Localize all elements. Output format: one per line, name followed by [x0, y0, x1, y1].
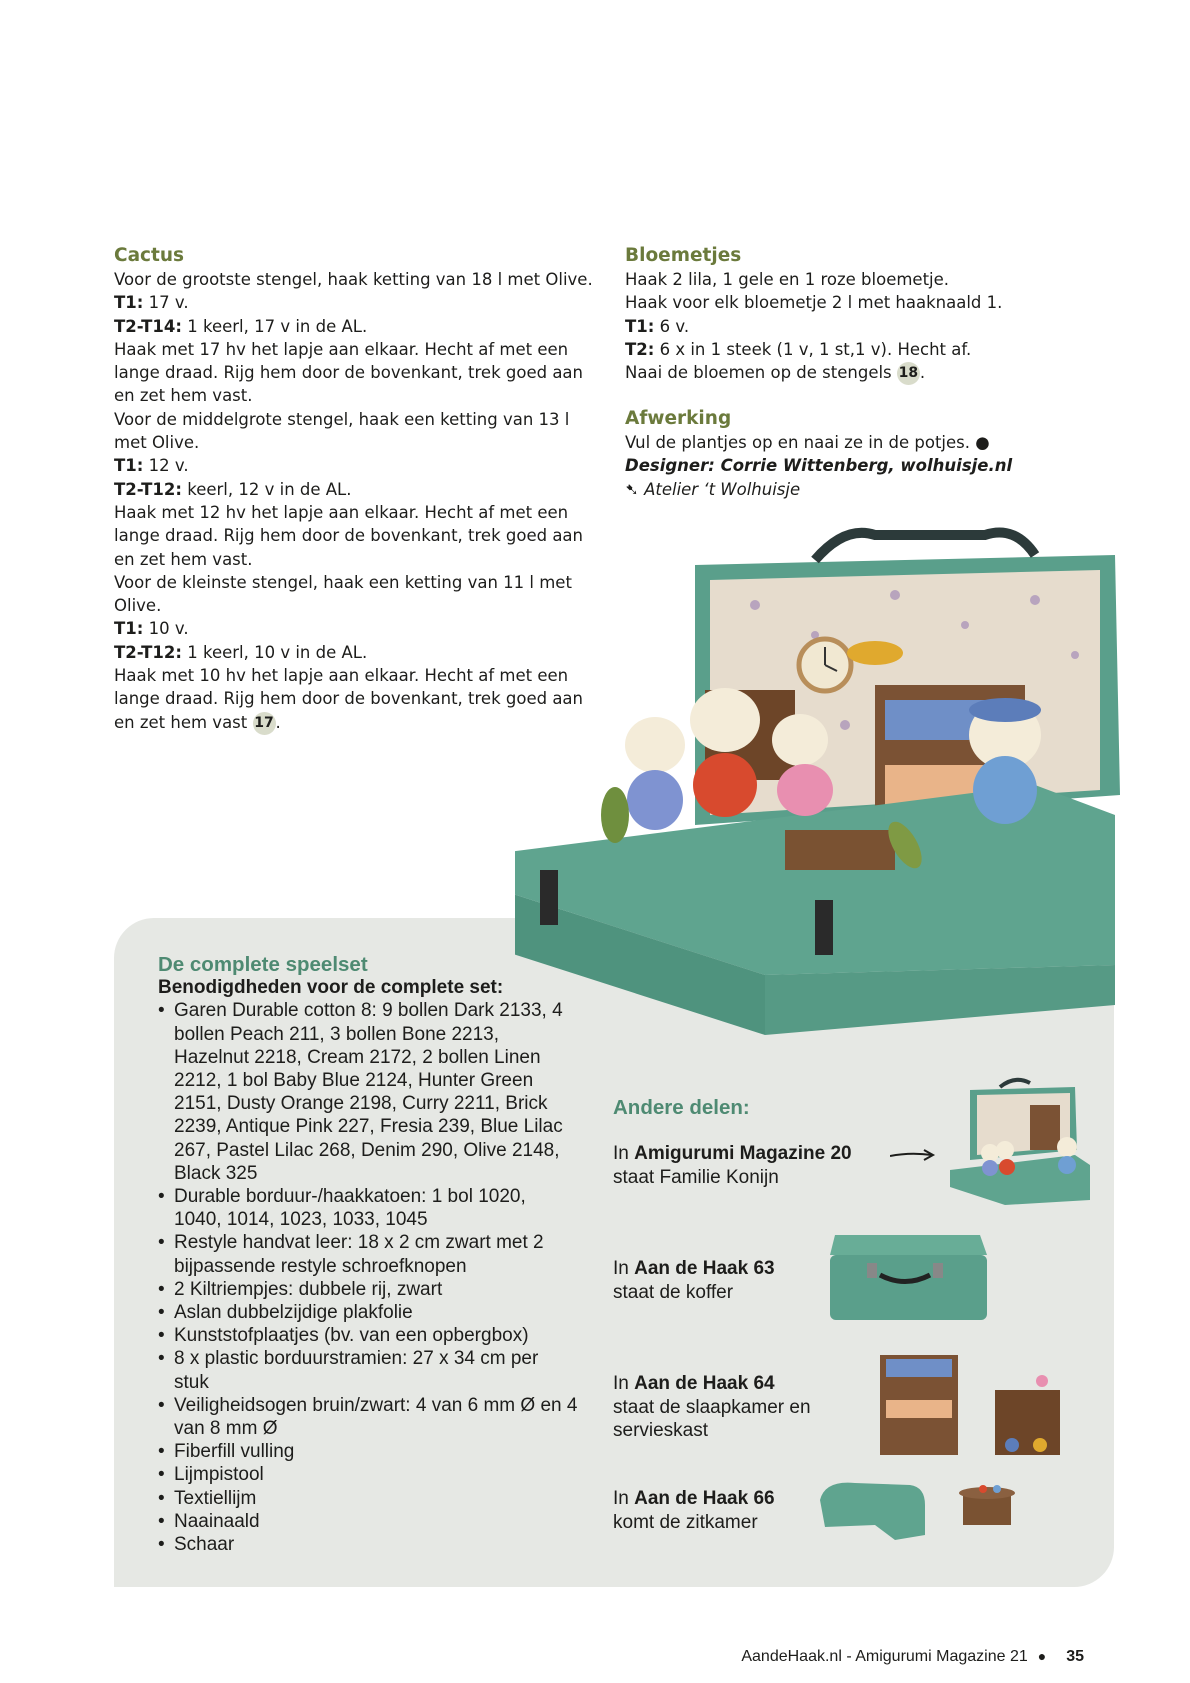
material-item: • Naainaald	[158, 1510, 578, 1533]
family-bunny-thumbnail	[945, 1075, 1095, 1215]
instruction-text: 1 keerl, 17 v in de AL.	[181, 316, 368, 336]
photo-ref-badge: 18	[897, 362, 920, 385]
instruction-line	[114, 268, 604, 291]
material-item: • Kunststofplaatjes (bv. van een opbergbox)	[158, 1324, 578, 1347]
round-label: T2-T14:	[114, 316, 182, 336]
ref-prefix: In	[613, 1373, 635, 1394]
instruction-text: 6 v.	[654, 316, 690, 336]
material-item: • 8 x plastic borduurstramien: 27 x 34 cm per stuk	[158, 1347, 578, 1393]
ref-description: staat de slaapkamer en servieskast	[613, 1396, 811, 1441]
instruction-line	[625, 315, 1025, 338]
footer-text: AandeHaak.nl - Amigurumi Magazine 21	[741, 1648, 1028, 1665]
round-label: T1:	[114, 293, 144, 313]
suitcase-playset-photo	[515, 525, 1135, 1055]
bedroom-furniture-thumbnail	[870, 1345, 1070, 1460]
instruction-text: 10 v.	[143, 619, 189, 639]
speelset-heading: De complete speelset	[158, 953, 368, 976]
end-bullet-icon: ●	[975, 433, 990, 453]
round-label: T1:	[625, 316, 655, 336]
page-footer	[741, 1648, 1084, 1666]
instruction-text: Haak 2 lila, 1 gele en 1 roze bloemetje.	[625, 270, 950, 289]
bloemetjes-section	[625, 244, 1025, 501]
material-item: • Garen Durable cotton 8: 9 bollen Dark 2133, 4 bollen Peach 211, 3 bollen Bone 2213, Hazelnut 2218, Cream 2172, 2 bollen Linen 2212, 1 bol Baby Blue 2124, Hunter Green 2151, Dusty Orange 2198, Curry 2211, Brick 2239, Antique Pink 227, Fresia 239, Blue Lilac 267, Pastel Lilac 268, Denim 290, Olive 2148, Black 325	[158, 999, 578, 1185]
instruction-text: 1 keerl, 10 v in de AL.	[181, 642, 368, 662]
instruction-text: Voor de grootste stengel, haak ketting van 18 l met Olive.	[114, 270, 593, 289]
material-item: • 2 Kiltriempjes: dubbele rij, zwart	[158, 1278, 578, 1301]
afwerking-heading: Afwerking	[625, 408, 732, 430]
ref-magazine: Amigurumi Magazine 20	[634, 1143, 852, 1164]
instruction-text: 17 v.	[143, 293, 189, 313]
instruction-line	[114, 408, 604, 455]
ref-magazine: Aan de Haak 64	[634, 1373, 775, 1394]
instruction-text: Haak met 17 hv het lapje aan elkaar. Hecht af met een lange draad. Rijg hem door de bovenkant, trek goed aan en zet hem vast.	[114, 339, 584, 406]
arrow-icon: ➷	[625, 479, 639, 499]
instruction-text: Haak voor elk bloemetje 2 l met haaknaald 1.	[625, 293, 1003, 313]
instruction-text: 6 x in 1 steek (1 v, 1 st,1 v). Hecht af.	[654, 339, 972, 359]
ref-prefix: In	[613, 1143, 635, 1164]
living-room-thumbnail	[815, 1465, 1035, 1550]
cactus-last-line: Haak met 10 hv het lapje aan elkaar. Hecht af met een lange draad. Rijg hem door de bovenkant, trek goed aan en zet hem vast 17 .	[114, 664, 604, 735]
afwerking-body: Vul de plantjes op en naai ze in de potjes.	[625, 433, 971, 453]
atelier-name: Atelier ‘t Wolhuisje	[644, 479, 801, 499]
material-item: • Veiligheidsogen bruin/zwart: 4 van 6 mm Ø en 4 van 8 mm Ø	[158, 1394, 578, 1440]
round-label: T1:	[114, 456, 144, 476]
round-label: T2-T12:	[114, 642, 182, 662]
round-label: T2:	[625, 339, 655, 359]
instruction-line	[114, 454, 604, 477]
instruction-text: keerl, 12 v in de AL.	[181, 479, 352, 499]
separator-dot-icon: ●	[1037, 1648, 1047, 1664]
ref-prefix: In	[613, 1258, 635, 1279]
ref-magazine: Aan de Haak 63	[634, 1258, 775, 1279]
bloemetjes-heading: Bloemetjes	[625, 245, 742, 266]
other-parts-heading: Andere delen:	[613, 1096, 750, 1119]
instruction-line	[114, 338, 604, 408]
material-item: • Textiellijm	[158, 1487, 578, 1510]
atelier-line	[625, 478, 1025, 501]
material-item: • Lijmpistool	[158, 1463, 578, 1486]
ref-item	[613, 1487, 775, 1534]
instruction-line	[114, 315, 604, 338]
material-item: • Restyle handvat leer: 18 x 2 cm zwart met 2 bijpassende restyle schroefknopen	[158, 1231, 578, 1277]
bloemetjes-last-text: Naai de bloemen op de stengels	[625, 363, 892, 383]
material-item: • Fiberfill vulling	[158, 1440, 578, 1463]
designer-credit: Designer: Corrie Wittenberg, wolhuisje.nl	[625, 456, 1013, 476]
instruction-line	[625, 338, 1025, 361]
material-item: • Durable borduur-/haakkatoen: 1 bol 1020, 1040, 1014, 1023, 1033, 1045	[158, 1185, 578, 1231]
instruction-text: Voor de kleinste stengel, haak een ketting van 11 l met Olive.	[114, 572, 572, 616]
materials-items	[158, 999, 578, 1556]
instruction-text: 12 v.	[143, 456, 189, 476]
instruction-line	[625, 268, 1025, 291]
cactus-last-text: Haak met 10 hv het lapje aan elkaar. Hecht af met een lange draad. Rijg hem door de bovenkant, trek goed aan en zet hem vast	[114, 666, 584, 732]
instruction-line	[625, 291, 1025, 314]
instruction-text: Haak met 12 hv het lapje aan elkaar. Hecht af met een lange draad. Rijg hem door de bovenkant, trek goed aan en zet hem vast.	[114, 502, 584, 569]
instruction-line	[114, 478, 604, 501]
closed-suitcase-thumbnail	[825, 1230, 990, 1325]
ref-description: staat Familie Konijn	[613, 1166, 779, 1188]
ref-magazine: Aan de Haak 66	[634, 1488, 775, 1509]
page-number: 35	[1066, 1648, 1084, 1665]
bloemetjes-last-line: Naai de bloemen op de stengels 18 .	[625, 361, 1025, 385]
ref-item	[613, 1142, 852, 1189]
instruction-line	[114, 291, 604, 314]
material-item: • Aslan dubbelzijdige plakfolie	[158, 1301, 578, 1324]
photo-ref-badge: 17	[253, 712, 276, 735]
arrow-right-icon	[890, 1148, 936, 1162]
instruction-text: Voor de middelgrote stengel, haak een ketting van 13 l met Olive.	[114, 409, 570, 453]
round-label: T1:	[114, 619, 144, 639]
materials-list	[158, 953, 578, 1556]
ref-item	[613, 1257, 775, 1304]
bloemetjes-instructions	[625, 268, 1025, 361]
ref-description: staat de koffer	[613, 1281, 734, 1303]
ref-prefix: In	[613, 1488, 635, 1509]
round-label: T2-T12:	[114, 479, 182, 499]
ref-description: komt de zitkamer	[613, 1511, 758, 1533]
material-item: • Schaar	[158, 1533, 578, 1556]
speelset-subtitle: Benodigdheden voor de complete set:	[158, 977, 504, 999]
afwerking-text	[625, 431, 1025, 454]
ref-item	[613, 1372, 833, 1443]
cactus-heading: Cactus	[114, 245, 185, 266]
